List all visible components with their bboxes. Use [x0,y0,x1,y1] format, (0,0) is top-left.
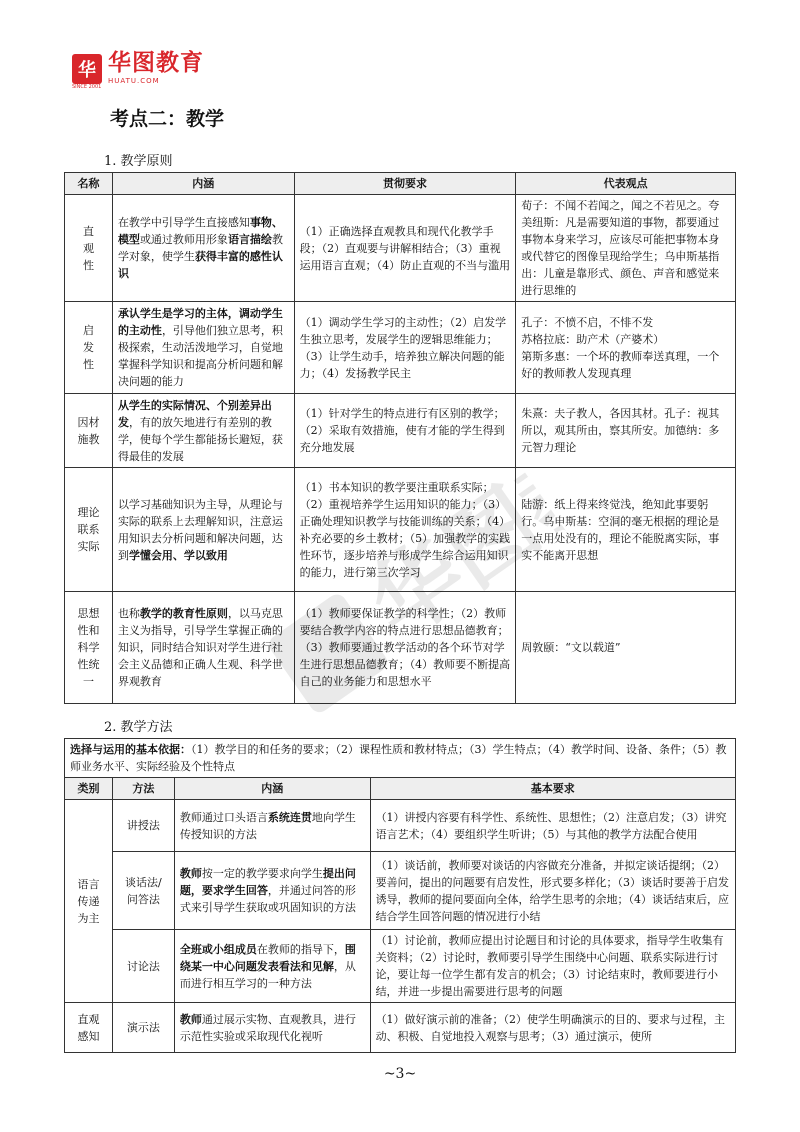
table-row [65,852,736,930]
logo-english-name: HUATU.COM [108,77,160,85]
method-meaning: 全班或小组成员在教师的指导下，围绕某一中心问题发表看法和见解，从而进行相互学习的一种方法 [174,930,370,1003]
header-meaning: 内涵 [112,173,294,195]
page-title: 考点二：教学 [110,108,225,130]
method-name: 讲授法 [112,800,174,852]
principle-meaning: 承认学生是学习的主体，调动学生的主动性，引导他们独立思考，积极探索，生动活泼地学习，自觉地掌握科学知识和提高分析问题和解决问题的能力 [112,302,294,394]
watermark-text: 华图教育 [351,431,646,659]
principle-name: 思想 性和 科学 性统 一 [65,592,113,704]
principle-name: 因材 施教 [65,394,113,468]
header-category: 类别 [65,778,113,800]
section-title-principles: 1. 教学原则 [104,154,173,169]
principle-views: 周敦颐：“文以载道” [516,592,736,704]
method-name: 谈话法/ 问答法 [112,852,174,930]
header-name: 名称 [65,173,113,195]
table-row [65,592,736,704]
principle-name: 启 发 性 [65,302,113,394]
logo-mark-icon: 华 [72,54,102,84]
principle-name: 理论 联系 实际 [65,468,113,592]
principle-meaning: 以学习基础知识为主导，从理论与实际的联系上去理解知识，注意运用知识去分析问题和解决问题，达到学懂会用、学以致用 [112,468,294,592]
header-requirement: 贯彻要求 [294,173,516,195]
header-meaning: 内涵 [174,778,370,800]
method-meaning: 教师按一定的教学要求向学生提出问题，要求学生回答，并通过问答的形式来引导学生获取或巩固知识的方法 [174,852,370,930]
principle-requirement: （1）调动学生学习的主动性；（2）启发学生独立思考，发展学生的逻辑思维能力；（3）让学生动手，培养独立解决问题的能力；（4）发扬教学民主 [294,302,516,394]
method-category: 语言 传递 为主 [65,800,113,1003]
principle-requirement: （1）正确选择直观教具和现代化教学手段；（2）直观要与讲解相结合；（3）重视运用语言直观；（4）防止直观的不当与滥用 [294,195,516,302]
method-category: 直观 感知 [65,1003,113,1053]
huatu-logo [72,52,204,85]
method-requirement: （1）讨论前，教师应提出讨论题目和讨论的具体要求，指导学生收集有关资料；（2）讨论时，教师要引导学生围绕中心问题、联系实际进行讨论，要让每一位学生都有发言的机会；（3）讨论结束时，教师要进行小结，并进一步提出需要进行思考的问题 [370,930,735,1003]
table-row [65,800,736,852]
basis-row [65,739,736,778]
page-number: ~3~ [383,1066,417,1082]
method-requirement: （1）谈话前，教师要对谈话的内容做充分准备，并拟定谈话提纲；（2）要善问，提出的问题要有启发性，形式要多样化；（3）谈话时要善于启发诱导，教师的提问要面向全体，给学生思考的余地；（4）谈话结束后，应结合学生回答问题的情况进行小结 [370,852,735,930]
principle-views: 陆游：纸上得来终觉浅，绝知此事要躬行。乌申斯基：空洞的毫无根据的理论是一点用处没有的，理论不能脱离实际，事实不能离开思想 [516,468,736,592]
selection-basis: 选择与运用的基本依据：（1）教学目的和任务的要求；（2）课程性质和教材特点；（3）学生特点；（4）教学时间、设备、条件；（5）教师业务水平、实际经验及个性特点 [65,739,736,778]
method-meaning: 教师通过展示实物、直观教具，进行示范性实验或采取现代化视听 [174,1003,370,1053]
principle-name: 直 观 性 [65,195,113,302]
methods-table [64,738,736,1053]
header-basic-requirement: 基本要求 [370,778,735,800]
table-row [65,195,736,302]
principle-views: 孔子：不愤不启，不悱不发 苏格拉底：助产术（产婆术） 第斯多惠：一个坏的教师奉送真理，一个好的教师教人发现真理 [516,302,736,394]
section-title-methods: 2. 教学方法 [104,720,173,735]
header-method: 方法 [112,778,174,800]
table-row [65,1003,736,1053]
table-header-row [65,173,736,195]
table-row [65,302,736,394]
table-row [65,468,736,592]
header-views: 代表观点 [516,173,736,195]
table-header-row [65,778,736,800]
method-requirement: （1）做好演示前的准备；（2）使学生明确演示的目的、要求与过程，主动、积极、自觉地投入观察与思考；（3）通过演示，使所 [370,1003,735,1053]
table-row [65,930,736,1003]
principle-requirement: （1）针对学生的特点进行有区别的教学；（2）采取有效措施，使有才能的学生得到充分地发展 [294,394,516,468]
method-name: 演示法 [112,1003,174,1053]
principle-meaning: 从学生的实际情况、个别差异出发，有的放矢地进行有差别的教学，使每个学生都能扬长避短，获得最佳的发展 [112,394,294,468]
principles-table [64,172,736,704]
table-row [65,394,736,468]
principle-views: 朱熹：夫子教人，各因其材。孔子：视其所以，观其所由，察其所安。加德纳：多元智力理论 [516,394,736,468]
method-name: 讨论法 [112,930,174,1003]
principle-meaning: 在教学中引导学生直接感知事物、模型或通过教师用形象语言描绘教学对象，使学生获得丰富的感性认识 [112,195,294,302]
logo-since: SINCE 2001 [72,84,102,90]
method-meaning: 教师通过口头语言系统连贯地向学生传授知识的方法 [174,800,370,852]
principle-requirement: （1）教师要保证教学的科学性；（2）教师要结合教学内容的特点进行思想品德教育；（3）教师要通过教学活动的各个环节对学生进行思想品德教育；（4）教师要不断提高自己的业务能力和思想水平 [294,592,516,704]
logo-chinese-name: 华图教育 [108,50,204,76]
principle-requirement: （1）书本知识的教学要注重联系实际；（2）重视培养学生运用知识的能力；（3）正确处理知识教学与技能训练的关系；（4）补充必要的乡土教材；（5）加强教学的实践性环节，逐步培养与形成学生综合运用知识的能力，进行第三次学习 [294,468,516,592]
method-requirement: （1）讲授内容要有科学性、系统性、思想性；（2）注意启发；（3）讲究语言艺术；（4）要组织学生听讲；（5）与其他的教学方法配合使用 [370,800,735,852]
principle-views: 荀子：不闻不若闻之，闻之不若见之。夸美纽斯：凡是需要知道的事物，都要通过事物本身来学习，应该尽可能把事物本身或代替它的图像呈现给学生；乌申斯基指出：儿童是靠形式、颜色、声音和感觉来进行思维的 [516,195,736,302]
principle-meaning: 也称教学的教育性原则，以马克思主义为指导，引导学生掌握正确的知识，同时结合知识对学生进行社会主义品德和正确人生观、科学世界观教育 [112,592,294,704]
